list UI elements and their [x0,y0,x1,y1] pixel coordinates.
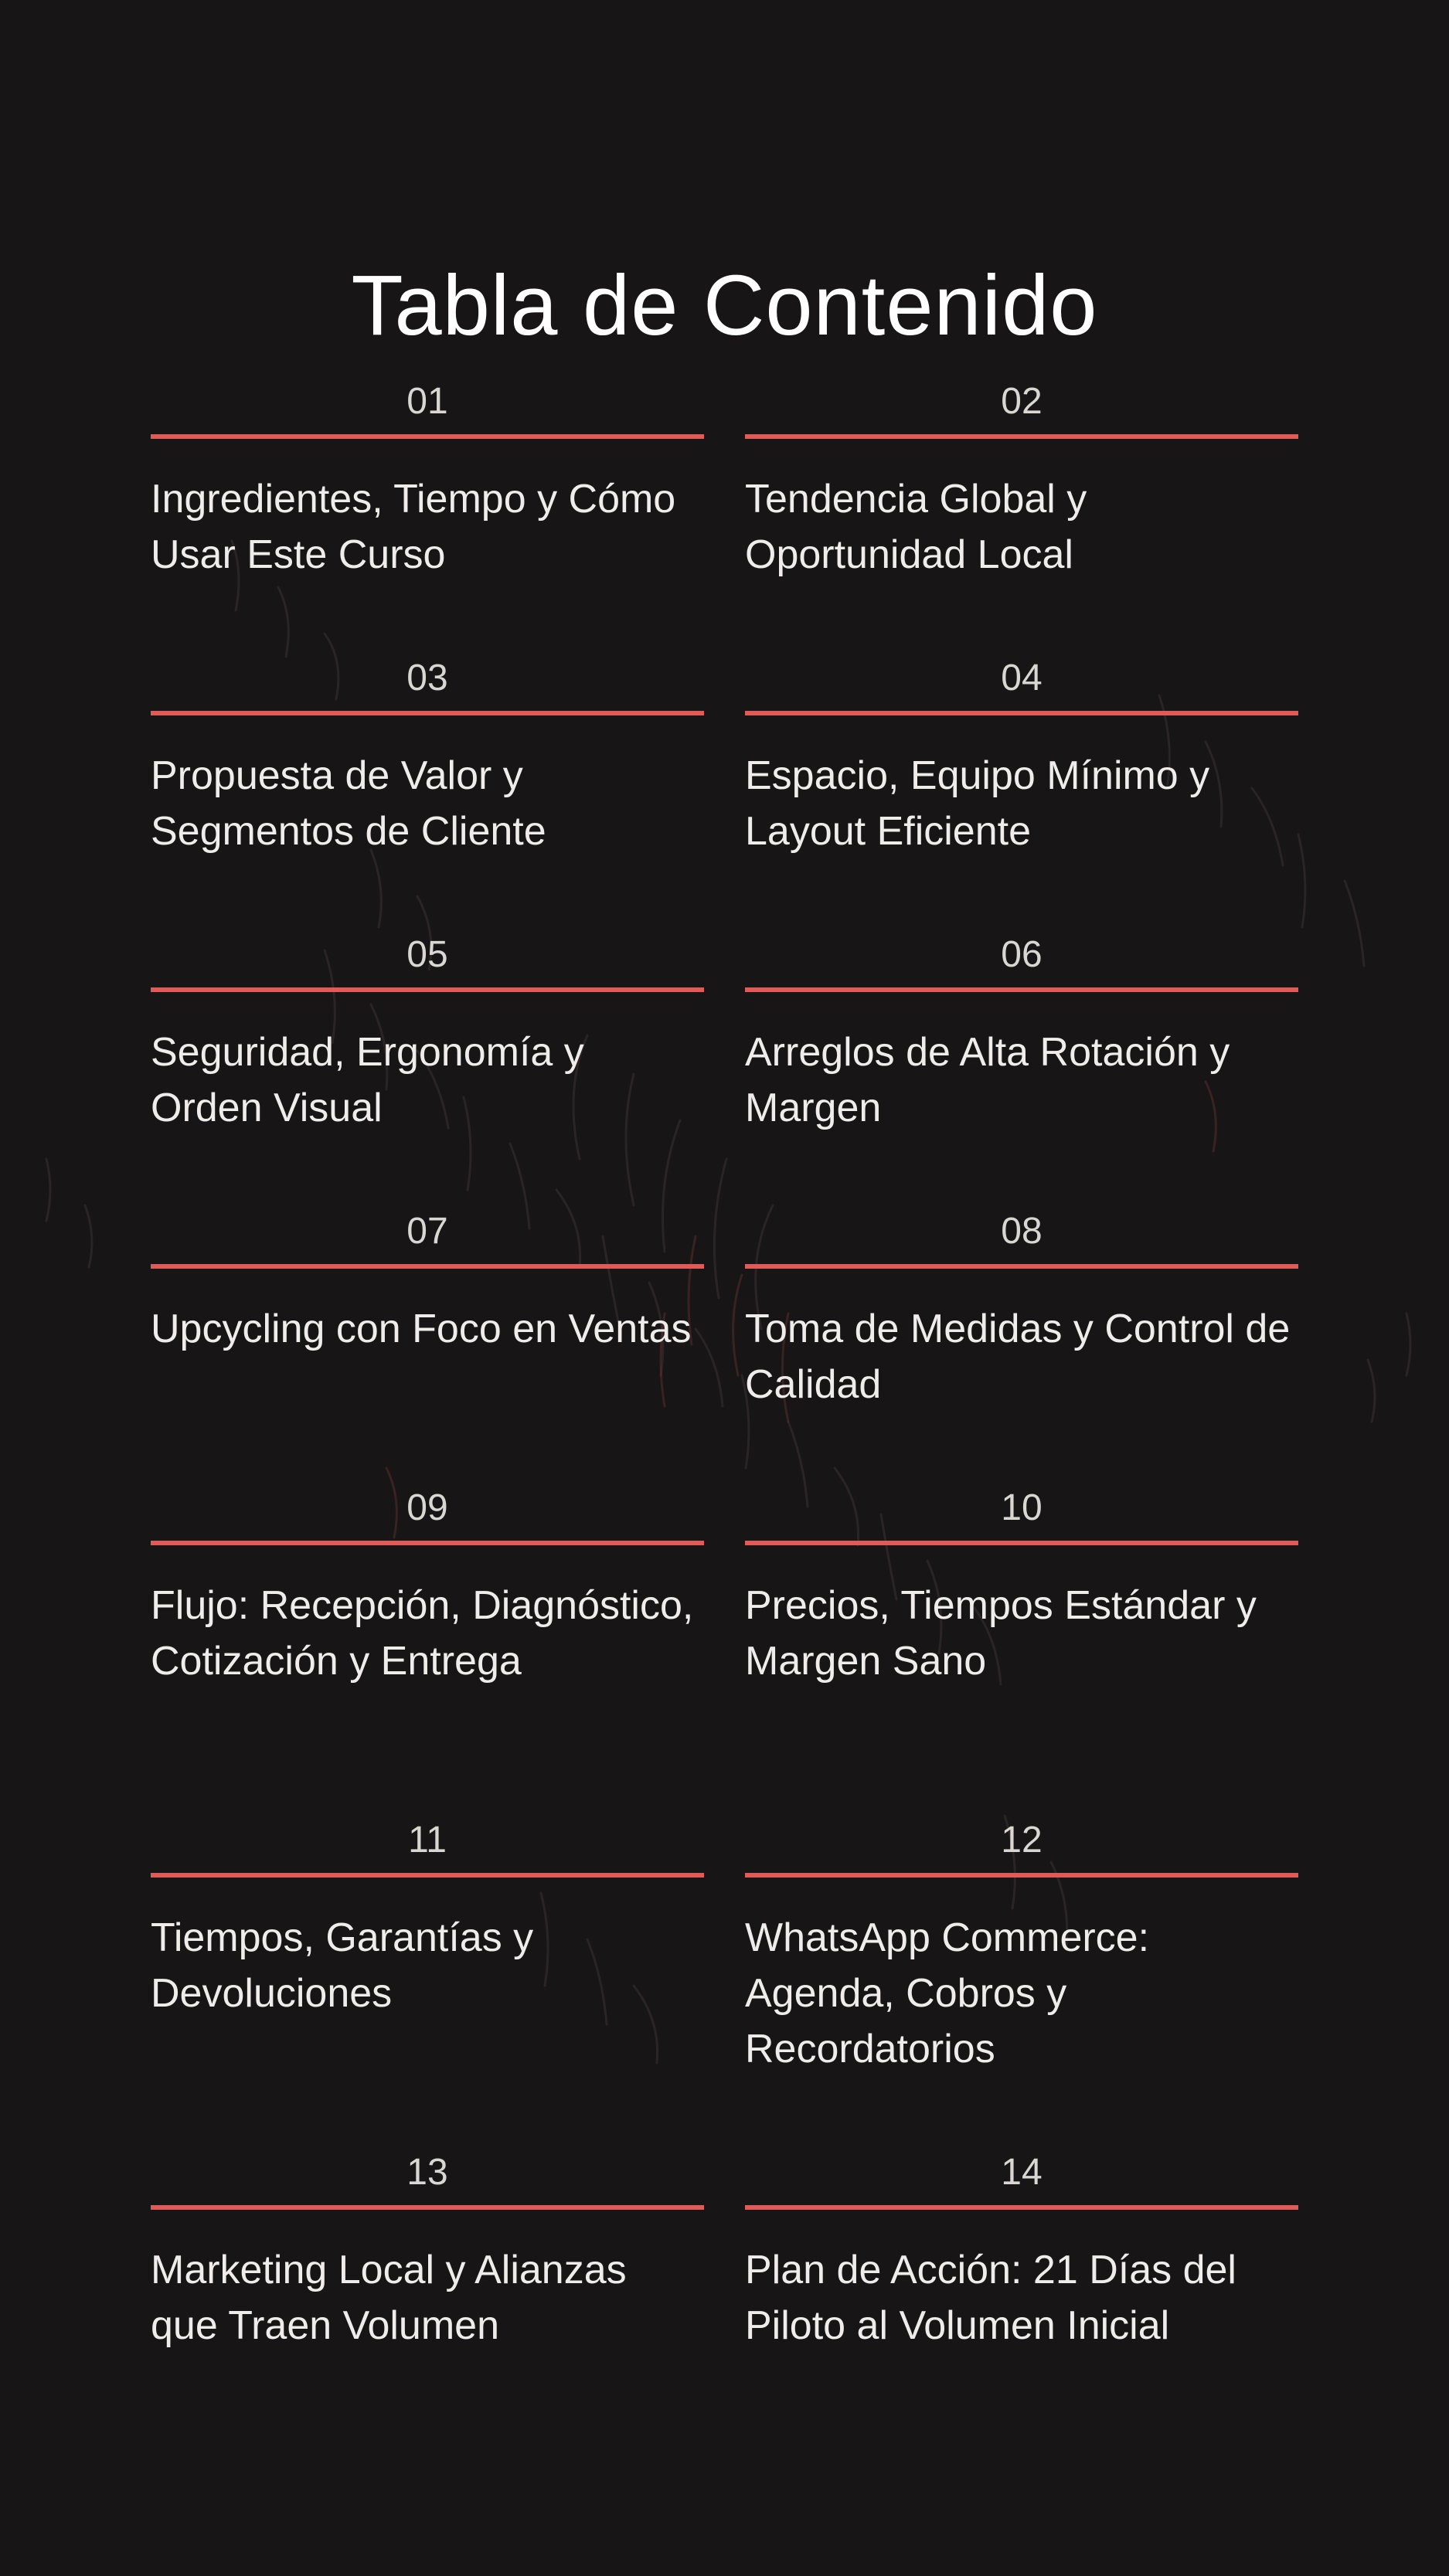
toc-item-rule [745,711,1298,715]
toc-item-number: 14 [1001,2152,1043,2193]
toc-item-label: Arreglos de Alta Rotación y Margen [745,1030,1230,1130]
toc-item-label: Flujo: Recepción, Diagnóstico, Cotización y Entrega [151,1583,694,1684]
toc-item-rule [151,1873,704,1878]
toc-item-number: 03 [406,658,448,698]
toc-item-label: Tendencia Global y Oportunidad Local [745,477,1087,577]
toc-item-label: Upcycling con Foco en Ventas [151,1307,692,1351]
toc-item-label: Marketing Local y Alianzas que Traen Volumen [151,2248,627,2348]
toc-item-rule [151,1264,704,1269]
toc-item[interactable] [745,1485,1298,1817]
toc-item[interactable] [745,1817,1298,2149]
toc-item-rule [745,2205,1298,2210]
toc-item-rule [745,434,1298,439]
toc-item[interactable] [151,379,704,655]
toc-item-rule [151,987,704,992]
toc-item[interactable] [745,655,1298,932]
toc-item-rule [151,2205,704,2210]
toc-item-rule [151,1541,704,1545]
toc-item-number: 12 [1001,1820,1043,1861]
toc-item-label: WhatsApp Commerce: Agenda, Cobros y Recordatorios [745,1915,1150,2071]
toc-item-rule [745,1264,1298,1269]
toc-item-rule [745,1873,1298,1878]
toc-item-rule [745,1541,1298,1545]
toc-item[interactable] [151,2149,704,2426]
toc-item-label: Seguridad, Ergonomía y Orden Visual [151,1030,584,1130]
toc-item[interactable] [745,2149,1298,2426]
toc-item-number: 06 [1001,934,1043,975]
toc-item-label: Espacio, Equipo Mínimo y Layout Eficiente [745,753,1210,854]
toc-item[interactable] [745,379,1298,655]
toc-item-rule [745,987,1298,992]
toc-item-number: 11 [408,1820,447,1861]
toc-item[interactable] [745,932,1298,1208]
toc-item-label: Plan de Acción: 21 Días del Piloto al Volumen Inicial [745,2248,1236,2348]
toc-item[interactable] [151,1485,704,1817]
toc-item[interactable] [151,932,704,1208]
toc-item-number: 09 [406,1487,448,1528]
toc-item-number: 13 [406,2152,448,2193]
toc-item[interactable] [745,1208,1298,1485]
toc-item-number: 07 [406,1211,448,1252]
toc-item-number: 04 [1001,658,1043,698]
toc-item-label: Toma de Medidas y Control de Calidad [745,1307,1291,1407]
toc-item-number: 10 [1001,1487,1043,1528]
toc-item[interactable] [151,1817,704,2149]
toc-item-number: 02 [1001,381,1043,422]
toc-item-label: Precios, Tiempos Estándar y Margen Sano [745,1583,1257,1684]
toc-item-number: 01 [406,381,448,422]
toc-item-rule [151,434,704,439]
page-title: Tabla de Contenido [351,257,1098,353]
toc-item-number: 08 [1001,1211,1043,1252]
toc-item-label: Ingredientes, Tiempo y Cómo Usar Este Curso [151,477,676,577]
toc-item[interactable] [151,655,704,932]
toc-list [151,379,1298,2426]
toc-item-label: Tiempos, Garantías y Devoluciones [151,1915,534,2016]
toc-item-label: Propuesta de Valor y Segmentos de Cliente [151,753,546,854]
toc-item-number: 05 [406,934,448,975]
toc-item-rule [151,711,704,715]
toc-item[interactable] [151,1208,704,1485]
